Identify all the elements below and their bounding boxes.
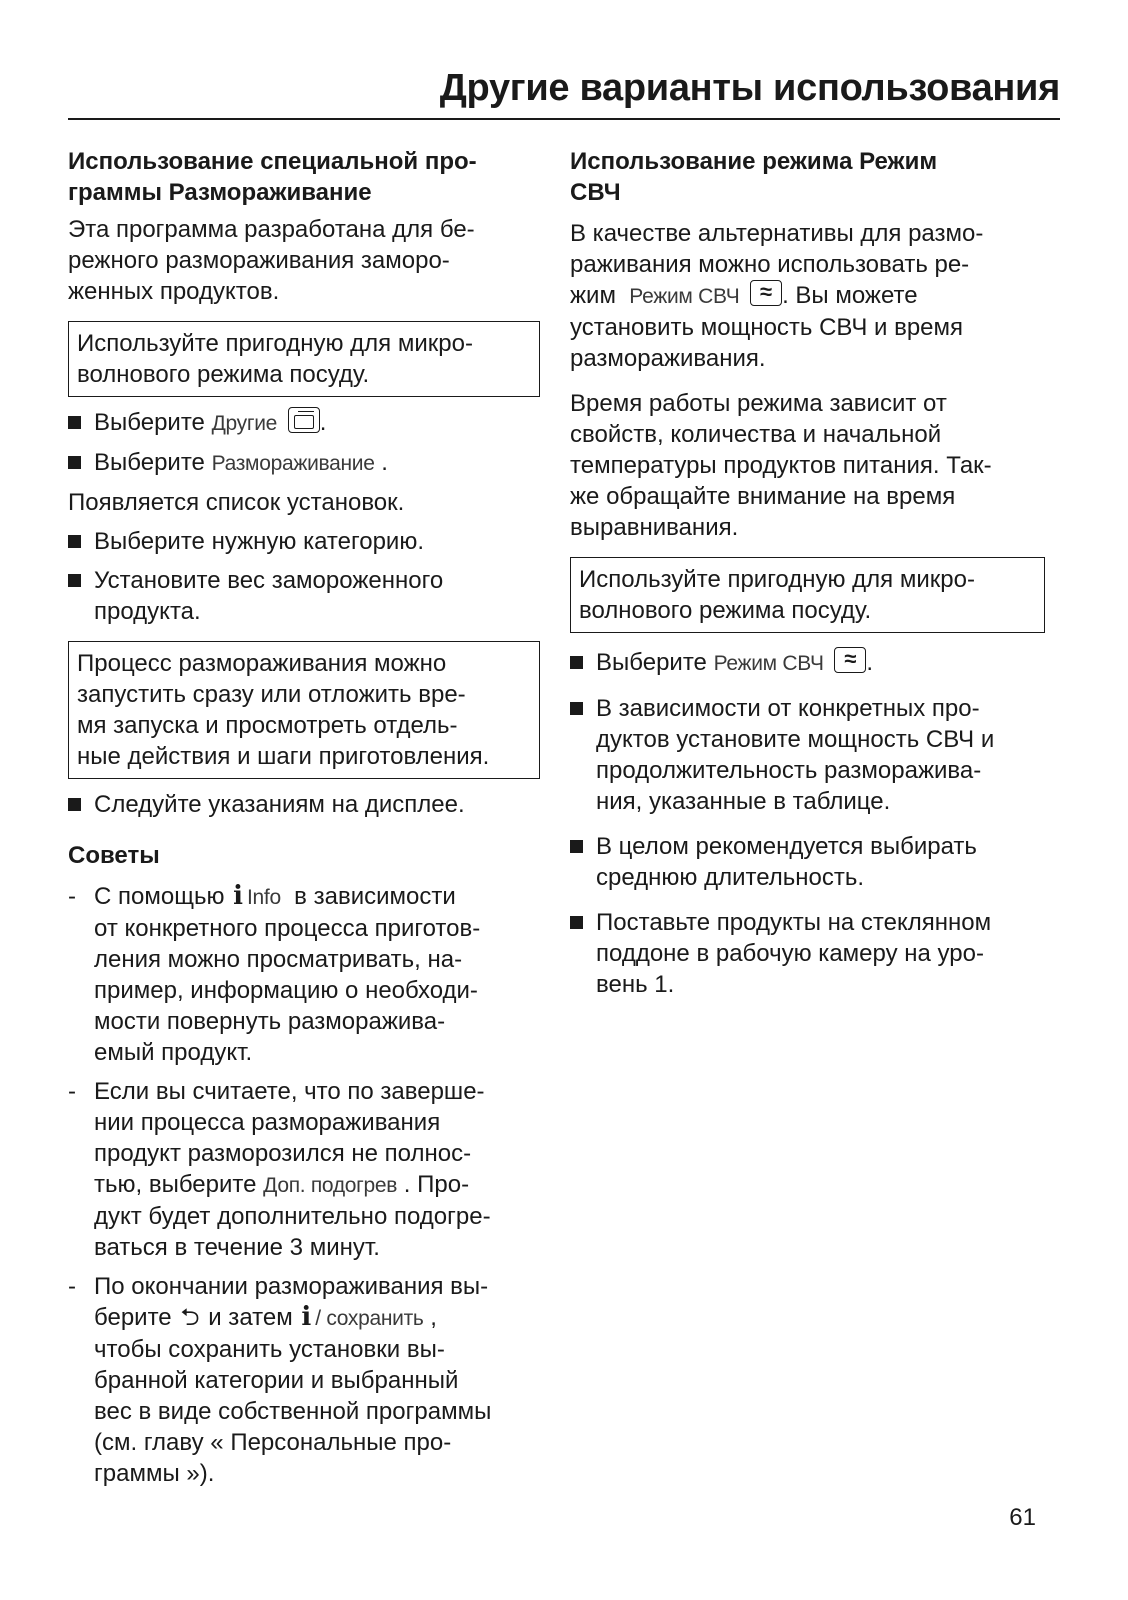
bullet-select-defrost: Выберите Размораживание . (68, 447, 540, 479)
bullet-square-icon (570, 656, 583, 669)
back-arrow-icon: ⮌ (180, 1304, 200, 1331)
bullet-square-icon (68, 535, 81, 548)
tip-info: - С помощью i Info в зависимости от конкретного процесса приготов- ления можно просматривать, на- пример, информацию о необходи- мости повернуть разморажива- емый продукт. (68, 881, 481, 1066)
display-text-extra-heat: Доп. подогрев (263, 1174, 398, 1197)
display-text-save: / сохранить (315, 1307, 424, 1330)
duration-paragraph: Время работы режима зависит от свойств, количества и начальной температуры продуктов питания. Так- же обращайте внимание на время выравнивания. (570, 390, 992, 541)
tip-save: - По окончании размораживания вы- берите ⮌ и затем i / сохранить , чтобы сохранить установки вы- бранной категории и выбранный вес в виде собственной программы (см. главу « Персональные про- граммы »). (68, 1273, 492, 1487)
display-text-microwave: Режим СВЧ (713, 652, 824, 675)
heading-line-1: Использование специальной про- (68, 148, 477, 175)
bullet-set-weight: Установите вес замороженного продукта. (68, 565, 540, 627)
bullet-medium-duration: В целом рекомендуется выбирать среднюю длительность. (570, 831, 1045, 893)
bullet-square-icon (570, 840, 583, 853)
note-box-start: Процесс размораживания можно запустить сразу или отложить вре- мя запуска и просмотреть отдель- ные действия и шаги приготовления. (68, 641, 540, 779)
heading-line-2: СВЧ (570, 179, 621, 206)
left-column (68, 146, 540, 1497)
microwave-icon (834, 647, 866, 673)
page-header (68, 62, 1060, 120)
tips-heading: Советы (68, 842, 160, 869)
page-title: Другие варианты использования (439, 67, 1060, 109)
list-appears-text: Появляется список установок. (68, 489, 405, 516)
bullet-square-icon (68, 798, 81, 811)
bullet-select-microwave: Выберите Режим СВЧ ≈ . (570, 647, 1045, 679)
intro-paragraph: Эта программа разработана для бе- режного размораживания заморо- женных продуктов. (68, 216, 475, 305)
bullet-place-food: Поставьте продукты на стеклянном поддоне в рабочую камеру на уро- вень 1. (570, 907, 1045, 1000)
bullet-square-icon (68, 574, 81, 587)
section-heading-defrost (68, 146, 540, 208)
info-icon: i (233, 881, 244, 911)
bullet-square-icon (570, 916, 583, 929)
heading-line-2: граммы Размораживание (68, 179, 372, 206)
right-column (570, 146, 1045, 1008)
bullet-square-icon (68, 456, 81, 469)
display-text-other: Другие (211, 412, 278, 435)
tip-extra-heat: - Если вы считаете, что по заверше- нии процесса размораживания продукт разморозился не полнос- тью, выберите Доп. подогрев . Про- дукт будет дополнительно подогре- ваться в течение 3 минут. (68, 1078, 491, 1261)
bullet-square-icon (68, 416, 81, 429)
display-text-defrost: Размораживание (211, 452, 375, 475)
bullet-select-category: Выберите нужную категорию. (68, 526, 540, 557)
bullet-set-power: В зависимости от конкретных про- дуктов установите мощность СВЧ и продолжительность разморажива- ния, указанные в таблице. (570, 693, 1045, 817)
bullet-select-other: Выберите Другие . (68, 407, 540, 439)
info-icon: i (301, 1302, 312, 1332)
note-box-cookware-right: Используйте пригодную для микро- волнового режима посуду. (570, 557, 1045, 633)
section-heading-microwave (570, 146, 1045, 208)
heading-line-1: Использование режима Режим (570, 148, 938, 175)
microwave-icon (750, 280, 782, 306)
microwave-intro-paragraph: В качестве альтернативы для размо- раживания можно использовать ре- жим Режим СВЧ ≈ . Вы можете установить мощность СВЧ и время размораживания. (570, 218, 1045, 374)
bullet-square-icon (570, 702, 583, 715)
note-box-cookware: Используйте пригодную для микро- волнового режима посуду. (68, 321, 540, 397)
page-number: 61 (1009, 1504, 1036, 1531)
display-text-info: Info (247, 886, 281, 909)
other-programs-icon (288, 407, 320, 433)
bullet-follow-display: Следуйте указаниям на дисплее. (68, 789, 540, 820)
display-text-microwave: Режим СВЧ (629, 285, 740, 308)
